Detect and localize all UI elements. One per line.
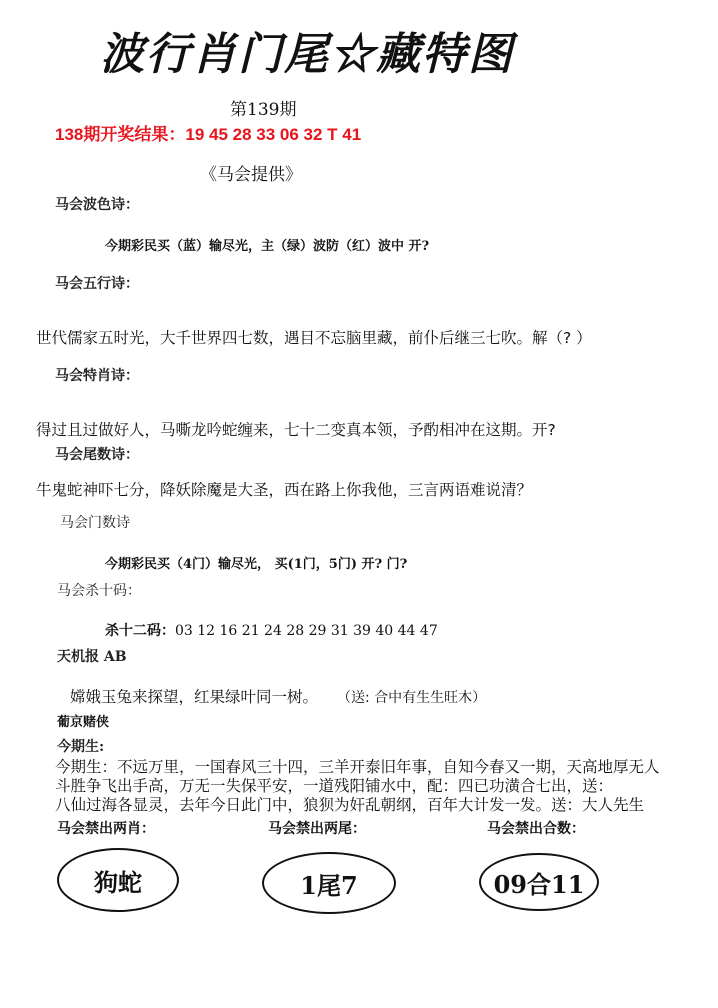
jinqi-heading: 今期生: bbox=[57, 739, 105, 755]
kill-label: 杀十二码： bbox=[105, 623, 175, 639]
banned-tail-oval bbox=[262, 852, 396, 914]
wave-heading: 马会波色诗： bbox=[55, 197, 139, 213]
jinqi-line-2: 斗胜争飞出手高，万无一失保平安，一道残阳铺水中，配：四已功潢合七出，送： bbox=[55, 777, 614, 795]
banned-zodiac-value: 狗蛇 bbox=[94, 867, 142, 897]
five-elements-text: 世代儒家五时光，大千世界四七数，遇目不忘脑里藏，前仆后继三七吹。解（? ） bbox=[36, 329, 592, 347]
tail-heading: 马会尾数诗： bbox=[55, 447, 139, 463]
door-text: 今期彩民买（4门）输尽光， 买(1门，5门) 开? 门? bbox=[105, 557, 408, 572]
tianji-heading: 天机报 AB bbox=[57, 649, 127, 665]
jinqi-line-1: 今期生：不远万里，一国春风三十四，三羊开泰旧年事，自知今春又一期，天高地厚无人 bbox=[55, 758, 660, 776]
tianji-text: 嫦娥玉兔来探望，红果绿叶同一树。 bbox=[70, 688, 319, 706]
page-title: 波行肖门尾☆藏特图 bbox=[100, 29, 514, 80]
banned-tail-value: 1尾7 bbox=[300, 870, 358, 900]
zodiac-text: 得过且过做好人，马嘶龙吟蛇缠来，七十二变真本领，予酌相冲在这期。开? bbox=[36, 421, 556, 439]
wave-text: 今期彩民买（蓝）输尽光，主（绿）波防（红）波中 开? bbox=[105, 239, 430, 254]
five-elements-heading: 马会五行诗： bbox=[55, 276, 139, 292]
banned-tail-label: 马会禁出两尾： bbox=[268, 821, 366, 837]
banned-zodiac-oval bbox=[57, 848, 179, 912]
banned-sum-oval bbox=[479, 853, 599, 911]
banned-zodiac-label: 马会禁出两肖： bbox=[57, 821, 155, 837]
jinqi-line-3: 八仙过海各显灵，去年今日此门中，狼狈为奸乱朝纲，百年大计发一发。送：大人先生 bbox=[55, 796, 645, 814]
tianji-send: （送: 合中有生生旺木） bbox=[336, 690, 487, 706]
banned-sum-label: 马会禁出合数： bbox=[487, 821, 585, 837]
kill-numbers: 03 12 16 21 24 28 29 31 39 40 44 47 bbox=[175, 623, 438, 639]
door-heading: 马会门数诗 bbox=[60, 515, 130, 531]
previous-result: 138期开奖结果：19 45 28 33 06 32 T 41 bbox=[55, 125, 362, 144]
zodiac-heading: 马会特肖诗： bbox=[55, 368, 139, 384]
provider-label: 《马会提供》 bbox=[200, 165, 302, 185]
banned-sum-value: 09合11 bbox=[493, 869, 585, 899]
kill-heading: 马会杀十码： bbox=[57, 583, 141, 599]
kill-row bbox=[105, 620, 438, 640]
tail-text: 牛鬼蛇神吓七分，降妖除魔是大圣，西在路上你我他，三言两语难说清？ bbox=[36, 481, 533, 499]
issue-number: 第139期 bbox=[230, 100, 297, 120]
pujing-label: 葡京赌侠 bbox=[57, 715, 110, 730]
tianji-row bbox=[70, 685, 486, 707]
